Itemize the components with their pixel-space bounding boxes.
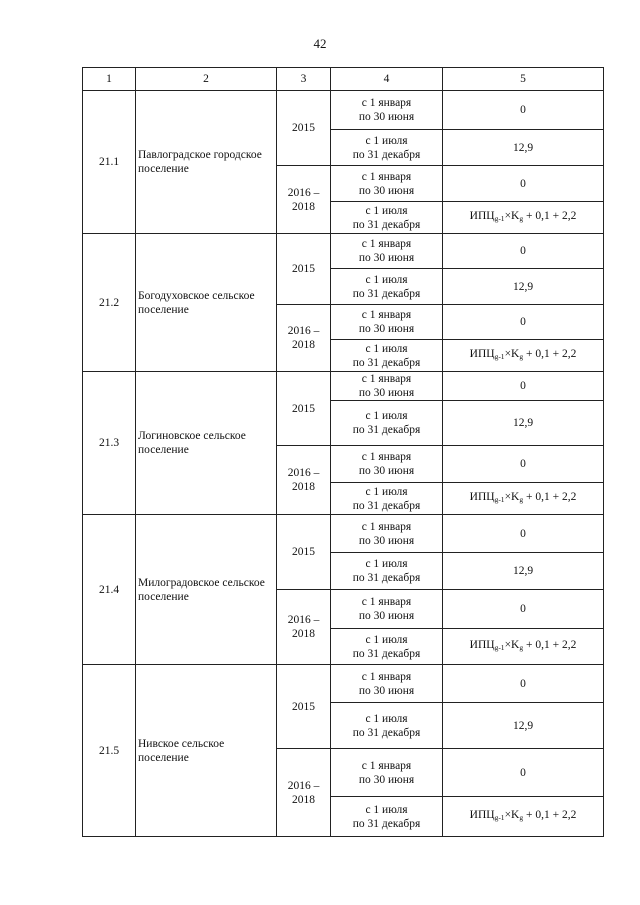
formula — [470, 348, 577, 360]
formula-subscript: g — [519, 214, 524, 223]
period-cell — [331, 553, 443, 590]
formula — [470, 210, 577, 222]
formula-prefix: ИПЦ — [469, 348, 495, 360]
formula — [470, 809, 577, 821]
period-end: по 31 декабря — [352, 572, 421, 584]
settlement-name: Богодуховское сельское поселение — [136, 234, 277, 372]
period-cell — [331, 305, 443, 340]
settlement-name: Нивское сельское поселение — [136, 665, 277, 837]
table-row — [83, 91, 604, 130]
formula — [470, 491, 577, 503]
formula-subscript: g-1 — [494, 813, 505, 822]
formula-times: ×K — [504, 491, 520, 503]
value-cell: 0 — [443, 515, 604, 553]
period-start: с 1 января — [361, 373, 412, 385]
period-end: по 30 июня — [358, 773, 415, 786]
period-start: с 1 января — [361, 238, 412, 250]
period-cell — [331, 629, 443, 665]
table-row — [83, 515, 604, 553]
formula-subscript: g-1 — [494, 214, 505, 223]
period-cell — [331, 797, 443, 837]
formula-subscript: g — [519, 495, 524, 504]
column-header: 5 — [443, 68, 604, 91]
value-cell: 0 — [443, 590, 604, 629]
value-cell: 0 — [443, 749, 604, 797]
value-cell: 0 — [443, 91, 604, 130]
period-cell — [331, 234, 443, 269]
formula-subscript: g-1 — [494, 495, 505, 504]
period-end: по 31 декабря — [352, 726, 421, 739]
period-start: с 1 июля — [365, 485, 408, 498]
period-start: с 1 июля — [365, 803, 408, 816]
period-end: по 31 декабря — [352, 817, 421, 830]
period-end: по 31 декабря — [352, 356, 421, 369]
period-cell — [331, 202, 443, 234]
value-cell: 0 — [443, 372, 604, 401]
period-end: по 30 июня — [358, 252, 415, 264]
formula — [470, 639, 577, 651]
value-cell: 0 — [443, 446, 604, 483]
period-end: по 30 июня — [358, 534, 415, 547]
period-start: с 1 июля — [365, 342, 408, 355]
column-header: 1 — [83, 68, 136, 91]
period-start: с 1 января — [361, 670, 412, 683]
period-cell — [331, 166, 443, 202]
year-cell: 2015 — [277, 515, 331, 590]
settlement-name: Милоградовское сельское поселение — [136, 515, 277, 665]
value-cell: 0 — [443, 665, 604, 703]
value-cell: 12,9 — [443, 703, 604, 749]
formula-suffix: + 0,1 + 2,2 — [523, 809, 577, 821]
period-end: по 30 июня — [358, 387, 415, 399]
period-start: с 1 июля — [365, 558, 408, 570]
formula-prefix: ИПЦ — [469, 809, 495, 821]
period-end: по 31 декабря — [352, 287, 421, 300]
column-header: 2 — [136, 68, 277, 91]
value-cell: 0 — [443, 305, 604, 340]
section-number: 21.2 — [83, 234, 136, 372]
formula-suffix: + 0,1 + 2,2 — [523, 348, 577, 360]
period-end: по 30 июня — [358, 111, 415, 123]
value-cell: 0 — [443, 166, 604, 202]
period-start: с 1 января — [361, 596, 412, 608]
year-cell: 2016 – 2018 — [277, 590, 331, 665]
period-end: по 30 июня — [358, 323, 415, 335]
period-start: с 1 января — [361, 97, 412, 109]
period-cell — [331, 665, 443, 703]
value-cell — [443, 797, 604, 837]
value-cell — [443, 629, 604, 665]
formula-times: ×K — [504, 639, 520, 651]
year-cell: 2016 – 2018 — [277, 166, 331, 234]
year-cell: 2016 – 2018 — [277, 749, 331, 837]
settlement-name: Логиновское сельское поселение — [136, 372, 277, 515]
value-cell: 12,9 — [443, 553, 604, 590]
value-cell: 12,9 — [443, 401, 604, 446]
formula-suffix: + 0,1 + 2,2 — [523, 639, 577, 651]
section-number: 21.5 — [83, 665, 136, 837]
period-cell — [331, 590, 443, 629]
value-cell — [443, 202, 604, 234]
period-cell — [331, 372, 443, 401]
page-number: 42 — [313, 36, 327, 51]
table-row — [83, 665, 604, 703]
period-cell — [331, 515, 443, 553]
period-start: с 1 января — [361, 520, 412, 533]
table-body — [83, 91, 604, 837]
period-end: по 30 июня — [358, 684, 415, 697]
period-start: с 1 июля — [365, 134, 408, 147]
formula-subscript: g — [519, 643, 524, 652]
period-cell — [331, 340, 443, 372]
table-row — [83, 372, 604, 401]
value-cell — [443, 483, 604, 515]
period-cell — [331, 401, 443, 446]
period-end: по 31 декабря — [352, 218, 421, 231]
period-cell — [331, 91, 443, 130]
value-cell: 0 — [443, 234, 604, 269]
period-start: с 1 июля — [365, 633, 408, 646]
period-end: по 30 июня — [358, 184, 415, 197]
year-cell: 2015 — [277, 91, 331, 166]
tariff-table — [82, 67, 604, 837]
table-row — [83, 234, 604, 269]
formula-subscript: g — [519, 813, 524, 822]
settlement-name: Павлоградское городское поселение — [136, 91, 277, 234]
section-number: 21.1 — [83, 91, 136, 234]
value-cell: 12,9 — [443, 130, 604, 166]
period-end: по 30 июня — [358, 465, 415, 477]
period-start: с 1 июля — [365, 712, 408, 725]
column-header: 4 — [331, 68, 443, 91]
period-cell — [331, 483, 443, 515]
period-end: по 30 июня — [358, 610, 415, 622]
value-cell: 12,9 — [443, 269, 604, 305]
formula-subscript: g — [519, 352, 524, 361]
period-end: по 31 декабря — [352, 499, 421, 512]
year-cell: 2015 — [277, 665, 331, 749]
column-header: 3 — [277, 68, 331, 91]
period-cell — [331, 446, 443, 483]
period-start: с 1 января — [361, 759, 412, 772]
value-cell — [443, 340, 604, 372]
table-header-row — [83, 68, 604, 91]
period-end: по 31 декабря — [352, 424, 421, 436]
period-cell — [331, 703, 443, 749]
formula-prefix: ИПЦ — [469, 210, 495, 222]
section-number: 21.3 — [83, 372, 136, 515]
year-cell: 2015 — [277, 234, 331, 305]
period-start: с 1 июля — [365, 410, 408, 422]
period-cell — [331, 749, 443, 797]
period-start: с 1 января — [361, 451, 412, 463]
formula-times: ×K — [504, 348, 520, 360]
formula-subscript: g-1 — [494, 643, 505, 652]
period-cell — [331, 130, 443, 166]
period-start: с 1 января — [361, 309, 412, 321]
period-start: с 1 января — [361, 170, 412, 183]
year-cell: 2016 – 2018 — [277, 446, 331, 515]
period-start: с 1 июля — [365, 204, 408, 217]
year-cell: 2015 — [277, 372, 331, 446]
formula-suffix: + 0,1 + 2,2 — [523, 491, 577, 503]
formula-subscript: g-1 — [494, 352, 505, 361]
section-number: 21.4 — [83, 515, 136, 665]
year-cell: 2016 – 2018 — [277, 305, 331, 372]
formula-times: ×K — [504, 210, 520, 222]
formula-suffix: + 0,1 + 2,2 — [523, 210, 577, 222]
formula-times: ×K — [504, 809, 520, 821]
period-cell — [331, 269, 443, 305]
formula-prefix: ИПЦ — [469, 639, 495, 651]
period-end: по 31 декабря — [352, 148, 421, 161]
period-end: по 31 декабря — [352, 647, 421, 660]
period-start: с 1 июля — [365, 273, 408, 286]
formula-prefix: ИПЦ — [469, 491, 495, 503]
